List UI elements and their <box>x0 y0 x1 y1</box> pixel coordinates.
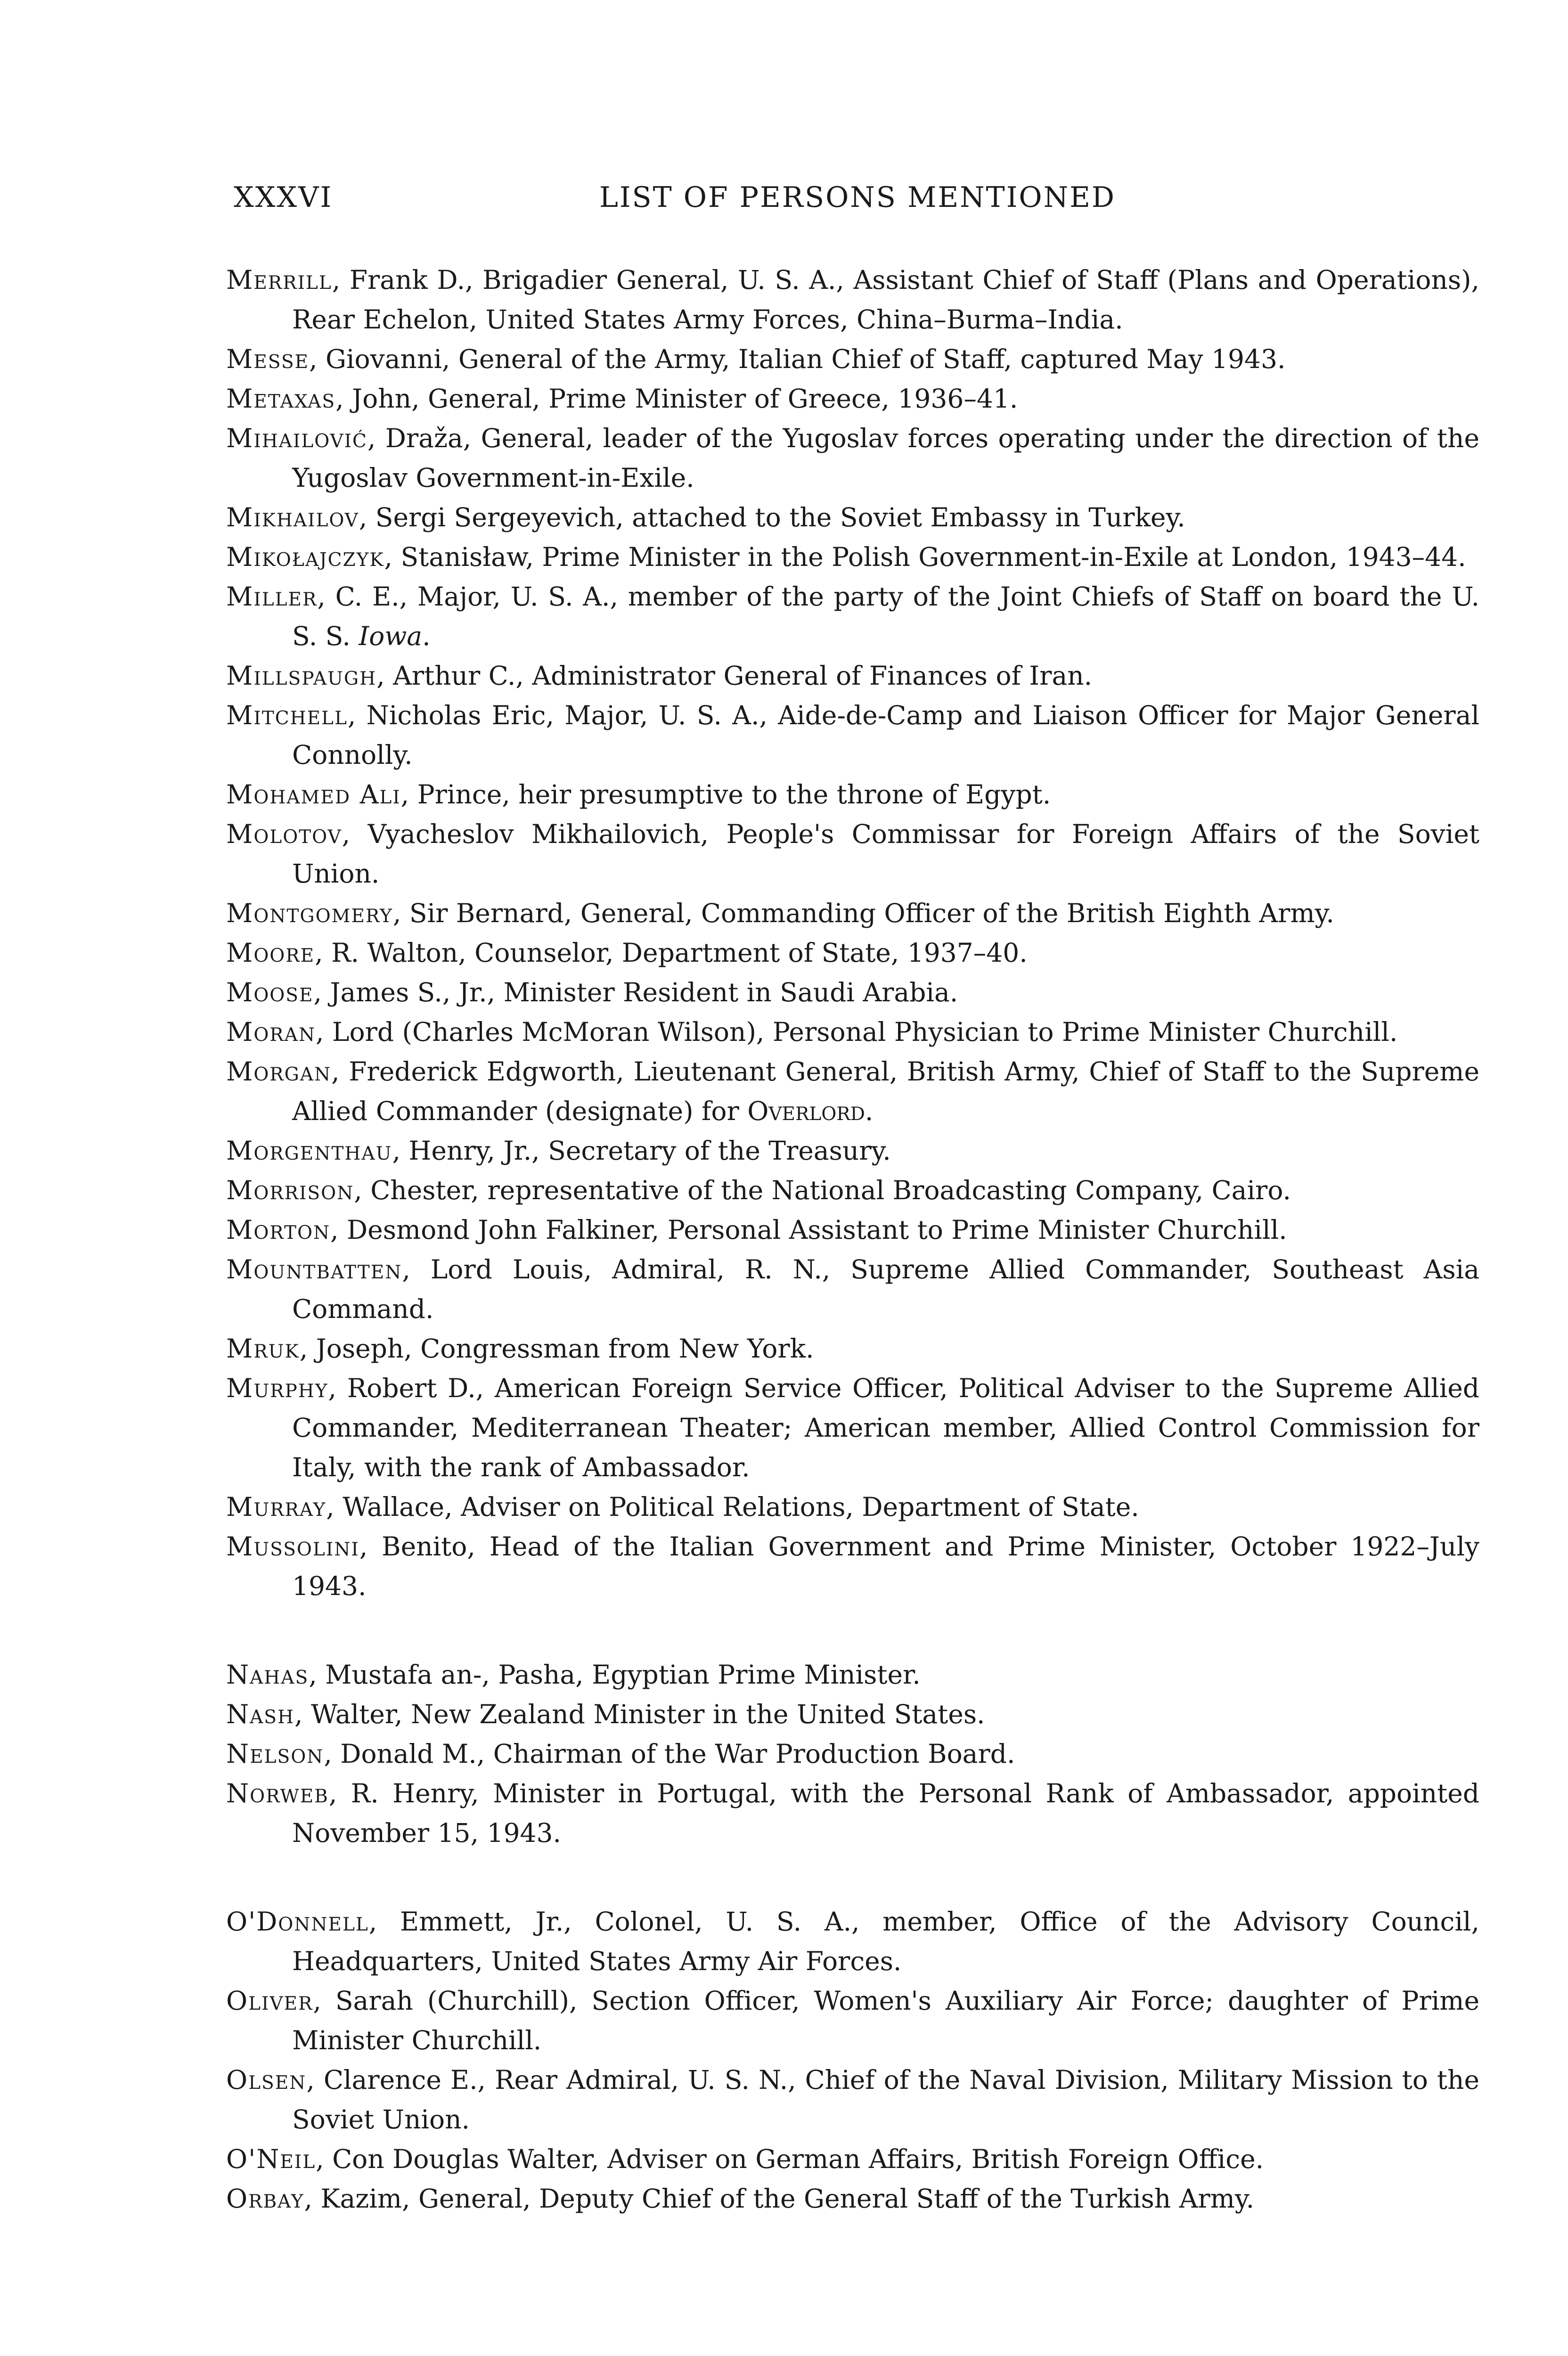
person-entry <box>226 1774 1479 1853</box>
persons-list <box>226 260 1479 2218</box>
person-surname: Moran <box>226 1017 316 1047</box>
person-entry <box>226 695 1479 775</box>
person-description: , Sir Bernard, General, Commanding Officer of the British Eighth Army. <box>392 898 1334 928</box>
person-entry <box>226 1329 1479 1368</box>
person-surname: Montgomery <box>226 898 393 928</box>
page-number: XXXVI <box>234 181 333 214</box>
section-n <box>226 1655 1479 1853</box>
person-description: , Arthur C., Administrator General of Finances of Iran. <box>376 661 1093 691</box>
person-description: , Lord (Charles McMoran Wilson), Personal Physician to Prime Minister Churchill. <box>315 1017 1398 1047</box>
person-surname: Molotov <box>226 819 342 849</box>
person-surname: Moore <box>226 938 315 968</box>
section-m <box>226 260 1479 1606</box>
person-surname: O'Neil <box>226 2144 316 2174</box>
person-description: , R. Henry, Minister in Portugal, with the Personal Rank of Ambassador, appointed November 15, 1943. <box>292 1778 1479 1848</box>
person-entry <box>226 973 1479 1012</box>
person-entry <box>226 1052 1479 1131</box>
person-surname: Norweb <box>226 1778 329 1808</box>
person-surname: Murray <box>226 1492 327 1522</box>
person-surname: Nahas <box>226 1660 309 1690</box>
person-entry <box>226 893 1479 933</box>
person-entry <box>226 2139 1479 2179</box>
person-surname: Mruk <box>226 1333 300 1364</box>
person-description: , Desmond John Falkiner, Personal Assistant to Prime Minister Churchill. <box>330 1215 1287 1245</box>
person-entry <box>226 656 1479 695</box>
person-entry <box>226 2060 1479 2139</box>
person-description: , C. E., Major, U. S. A., member of the party of the Joint Chiefs of Staff on board the U. S. S. Iowa. <box>292 581 1479 651</box>
person-entry <box>226 339 1479 379</box>
person-surname: Murphy <box>226 1373 328 1403</box>
person-entry <box>226 537 1479 577</box>
person-description: , Lord Louis, Admiral, R. N., Supreme Allied Commander, Southeast Asia Command. <box>292 1254 1479 1324</box>
person-surname: Orbay <box>226 2184 304 2214</box>
person-description: , Emmett, Jr., Colonel, U. S. A., member, Office of the Advisory Council, Headquarters, United States Army Air Forces. <box>292 1906 1479 1976</box>
person-entry <box>226 1012 1479 1052</box>
person-entry <box>226 1368 1479 1487</box>
person-entry <box>226 418 1479 498</box>
person-description: , Kazim, General, Deputy Chief of the General Staff of the Turkish Army. <box>304 2184 1255 2214</box>
person-description: , Giovanni, General of the Army, Italian Chief of Staff, captured May 1943. <box>309 344 1286 374</box>
page-header <box>234 181 1481 219</box>
person-description: , Nicholas Eric, Major, U. S. A., Aide-de-Camp and Liaison Officer for Major General Connolly. <box>292 700 1479 770</box>
person-description: , Sarah (Churchill), Section Officer, Women's Auxiliary Air Force; daughter of Prime Minister Churchill. <box>292 1986 1479 2055</box>
person-surname: Millspaugh <box>226 661 377 691</box>
person-surname: Miller <box>226 581 318 612</box>
person-surname: Oliver <box>226 1986 313 2016</box>
person-entry <box>226 2179 1479 2218</box>
person-surname: Nelson <box>226 1739 324 1769</box>
person-surname: Mitchell <box>226 700 348 730</box>
person-description: , Joseph, Congressman from New York. <box>299 1333 814 1364</box>
person-description: , Donald M., Chairman of the War Production Board. <box>324 1739 1015 1769</box>
person-entry <box>226 1694 1479 1734</box>
person-surname: Moose <box>226 977 314 1007</box>
person-description: , Sergi Sergeyevich, attached to the Soviet Embassy in Turkey. <box>359 502 1185 532</box>
person-description: , Con Douglas Walter, Adviser on German Affairs, British Foreign Office. <box>316 2144 1264 2174</box>
person-surname: Olsen <box>226 2065 307 2095</box>
person-description: , Vyacheslov Mikhailovich, People's Commissar for Foreign Affairs of the Soviet Union. <box>292 819 1479 889</box>
person-entry <box>226 1170 1479 1210</box>
running-title: LIST OF PERSONS MENTIONED <box>599 181 1116 214</box>
person-description: , Walter, New Zealand Minister in the United States. <box>294 1699 985 1729</box>
person-entry <box>226 1902 1479 1981</box>
person-surname: Morgenthau <box>226 1136 392 1166</box>
person-entry <box>226 379 1479 418</box>
person-entry <box>226 814 1479 893</box>
person-surname: Messe <box>226 344 310 374</box>
person-entry <box>226 1131 1479 1170</box>
person-description: , James S., Jr., Minister Resident in Saudi Arabia. <box>313 977 958 1007</box>
person-entry <box>226 260 1479 339</box>
person-description: , Chester, representative of the National Broadcasting Company, Cairo. <box>354 1175 1291 1205</box>
person-description: , Benito, Head of the Italian Government and Prime Minister, October 1922–July 1943. <box>292 1531 1479 1601</box>
person-entry <box>226 775 1479 814</box>
person-surname: Morgan <box>226 1056 332 1087</box>
person-description: , Prince, heir presumptive to the throne of Egypt. <box>400 779 1051 810</box>
person-description: , Robert D., American Foreign Service Officer, Political Adviser to the Supreme Allied Commander, Mediterranean Theater; American member, Allied Control Commission for Italy, with the rank of Ambassador. <box>292 1373 1479 1482</box>
person-description: , Mustafa an-, Pasha, Egyptian Prime Minister. <box>309 1660 921 1690</box>
person-surname: Mountbatten <box>226 1254 402 1284</box>
person-surname: Morrison <box>226 1175 354 1205</box>
person-surname: Metaxas <box>226 384 336 414</box>
person-description: , Stanisław, Prime Minister in the Polish Government-in-Exile at London, 1943–44. <box>384 542 1466 572</box>
person-surname: Mikołajczyk <box>226 542 384 572</box>
section-o <box>226 1902 1479 2218</box>
person-entry <box>226 1527 1479 1606</box>
person-description: , Draža, General, leader of the Yugoslav forces operating under the direction of the Yugoslav Government-in-Exile. <box>292 423 1479 493</box>
person-entry <box>226 1250 1479 1329</box>
person-description: , John, General, Prime Minister of Greece, 1936–41. <box>335 384 1018 414</box>
person-surname: Morton <box>226 1215 331 1245</box>
person-description: , Wallace, Adviser on Political Relations, Department of State. <box>326 1492 1139 1522</box>
person-description: , Clarence E., Rear Admiral, U. S. N., Chief of the Naval Division, Military Mission to the Soviet Union. <box>292 2065 1479 2135</box>
person-entry <box>226 1487 1479 1527</box>
person-description: , Frederick Edgworth, Lieutenant General, British Army, Chief of Staff to the Supreme Allied Commander (designate) for Overlord. <box>292 1056 1479 1126</box>
person-entry <box>226 577 1479 656</box>
person-entry <box>226 1734 1479 1774</box>
person-entry <box>226 498 1479 537</box>
person-surname: O'Donnell <box>226 1906 369 1937</box>
person-surname: Nash <box>226 1699 295 1729</box>
person-entry <box>226 1210 1479 1250</box>
person-surname: Mikhailov <box>226 502 359 532</box>
person-surname: Mihailović <box>226 423 368 453</box>
person-entry <box>226 1981 1479 2060</box>
person-description: , R. Walton, Counselor, Department of State, 1937–40. <box>315 938 1028 968</box>
person-surname: Merrill <box>226 265 332 295</box>
person-description: , Henry, Jr., Secretary of the Treasury. <box>392 1136 891 1166</box>
person-entry <box>226 1655 1479 1694</box>
person-surname: Mohamed Ali <box>226 779 401 810</box>
person-entry <box>226 933 1479 973</box>
person-surname: Mussolini <box>226 1531 359 1562</box>
person-description: , Frank D., Brigadier General, U. S. A., Assistant Chief of Staff (Plans and Operations), Rear Echelon, United States Army Forces, China–Burma–India. <box>292 265 1479 335</box>
